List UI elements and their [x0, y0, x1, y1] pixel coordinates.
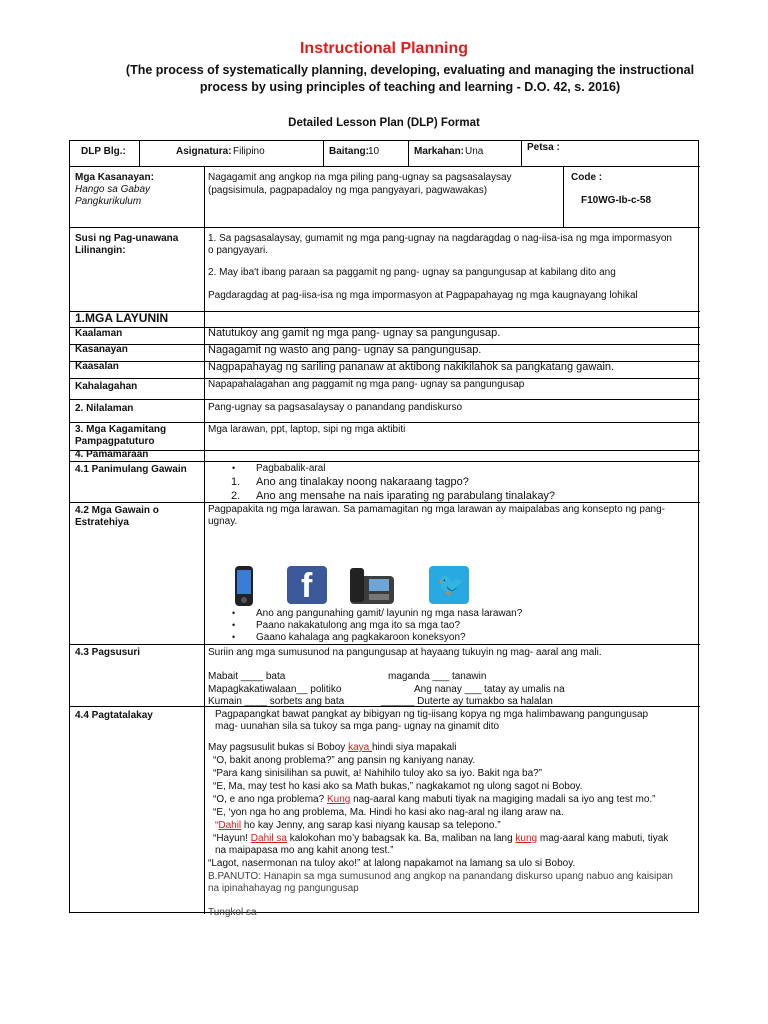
col-divider	[521, 141, 522, 166]
col-divider	[139, 141, 140, 166]
bullet: •	[232, 632, 236, 642]
panuto-line-2: na ipinahahayag ng pangungusap	[208, 883, 359, 894]
story-line-9: na maipapasa mo ang kahit anong test.”	[215, 845, 394, 856]
pagsusuri-item-2b: Ang nanay ___ tatay ay umalis na	[414, 684, 565, 695]
kasanayan-label: Mga Kasanayan:	[75, 172, 154, 183]
bullet: •	[232, 608, 236, 618]
story-line-3: “Para kang sinisilihan sa puwit, a! Nahihilo tuloy ako sa iyo. Bakit nga ba?”	[213, 768, 543, 779]
gawain-question-1: Ano ang pangunahing gamit/ layunin ng mga nasa larawan?	[256, 608, 523, 619]
row-divider	[70, 502, 700, 503]
story-text: “Hayun!	[213, 833, 251, 844]
kasanayan-row-text: Nagagamit ng wasto ang pang- ugnay sa pangungusap.	[208, 344, 482, 356]
col-divider	[408, 141, 409, 166]
kaasalan-text: Nagpapahayag ng sariling pananaw at aktibong nakikilahok sa pangkatang gawain.	[208, 361, 615, 373]
story-text: mag-aaral kang mabuti, tiyak	[537, 833, 669, 844]
story-text: “O, e ano nga problema?	[213, 794, 327, 805]
susi-point-1b: o pangyayari.	[208, 245, 269, 256]
pagsusuri-item-1b: maganda ___ tanawin	[388, 671, 487, 682]
dlp-number-label: DLP Blg.:	[81, 146, 126, 157]
gawain-text-2: ugnay.	[208, 516, 238, 527]
document-title: Instructional Planning	[299, 40, 468, 57]
kasanayan-text-1: Nagagamit ang angkop na mga piling pang-ugnay sa pagsasalaysay	[208, 172, 512, 183]
bullet: •	[232, 463, 236, 473]
row-divider	[70, 450, 700, 451]
panimulang-question-2: Ano ang mensahe na nais iparating ng parabulang tinalakay?	[256, 490, 556, 502]
story-line-2: “O, bakit anong problema?” ang pansin ng kaniyang nanay.	[213, 755, 476, 766]
kagamitan-label-2: Pampagpatuturo	[75, 436, 155, 447]
gawain-question-2: Paano nakakatulong ang mga ito sa mga tao?	[256, 620, 461, 631]
story-quote: “	[215, 820, 219, 831]
susi-label-1: Susi ng Pag-unawana	[75, 233, 179, 244]
story-line-4: “E, Ma, may test ho kasi ako sa Math bukas,” nagkakamot ng ulong sagot ni Boboy.	[213, 781, 583, 792]
story-text: kalokohan mo’y babagsak ka. Ba, maliban na lang	[286, 833, 516, 844]
subtitle-line-2: process by using principles of teaching and learning - D.O. 42, s. 2016)	[199, 80, 621, 94]
row-divider	[70, 461, 700, 462]
kagamitan-label-1: 3. Mga Kagamitang	[75, 424, 167, 435]
question-number-2: 2.	[231, 490, 241, 502]
panuto-line-1: B.PANUTO: Hanapin sa mga sumusunod ang angkop na panandang diskurso upang nabuo ang kaisipan	[208, 871, 673, 882]
story-text: nag-aaral kang mabuti tiyak na magiging madali sa iyo ang test mo.”	[350, 794, 656, 805]
connector-kaya: kaya	[348, 742, 372, 753]
pamamaraan-label: 4. Pamamaraan	[75, 449, 149, 460]
asignatura-value: Filipino	[233, 146, 265, 157]
gawain-question-3: Gaano kahalaga ang pagkakaroon koneksyon?	[256, 632, 466, 643]
kaasalan-label: Kaasalan	[75, 361, 119, 372]
pagsusuri-item-3b: ______ Duterte ay tumakbo sa halalan	[381, 696, 553, 707]
facebook-logo-icon: f	[301, 567, 313, 605]
connector-dahil-sa: Dahil sa	[250, 833, 287, 844]
petsa-label: Petsa :	[527, 142, 560, 153]
twitter-image	[429, 566, 469, 604]
document-subtitle	[110, 62, 710, 96]
layunin-heading: 1.MGA LAYUNIN	[75, 311, 169, 325]
twitter-bird-icon: 🐦	[437, 572, 465, 597]
panimulang-label: 4.1 Panimulang Gawain	[75, 464, 187, 475]
gawain-label-1: 4.2 Mga Gawain o	[75, 505, 159, 516]
kaalaman-label: Kaalaman	[75, 328, 123, 339]
pagsusuri-item-2a: Mapagkakatiwalaan__ politiko	[208, 684, 342, 695]
susi-point-1a: 1. Sa pagsasalaysay, gumamit ng mga pang-ugnay na nagdaragdag o nag-iisa-isa ng mga impormasyon	[208, 233, 672, 244]
bullet: •	[232, 620, 236, 630]
susi-point-2: 2. May iba't ibang paraan sa paggamit ng pang- ugnay sa pangungusap at kabilang dito ang	[208, 267, 616, 278]
nilalaman-label: 2. Nilalaman	[75, 403, 134, 414]
pagsusuri-instruction: Suriin ang mga sumusunod na pangungusap at hayaang tukuyin ng mag- aaral ang mali.	[208, 647, 602, 658]
pagbabalik-aral: Pagbabalik-aral	[256, 463, 326, 474]
connector-kung-2: kung	[515, 833, 538, 844]
story-text: May pagsusulit bukas si Boboy	[208, 742, 349, 753]
kasanayan-sublabel-1: Hango sa Gabay	[75, 184, 151, 195]
gawain-text-1: Pagpapakita ng mga larawan. Sa pamamagitan ng mga larawan ay maipalabas ang konsepto ng pang-	[208, 504, 665, 515]
subtitle-line-1: (The process of systematically planning, developing, evaluating and managing the instructional	[125, 63, 695, 77]
mobile-phone-image	[229, 565, 261, 603]
pagtatalakay-intro-1: Pagpapangkat bawat pangkat ay bibigyan ng tig-iisang kopya ng mga halimbawang pangungusap	[215, 709, 649, 720]
office-telephone-image	[347, 564, 397, 606]
story-line-10: “Lagot, nasermonan na tuloy ako!” at lalong napakamot na lamang sa ulo si Boboy.	[208, 858, 576, 869]
story-text: hindi siya mapakali	[371, 742, 457, 753]
pagtatalakay-intro-2: mag- uunahan sila sa tukoy sa mga pang- ugnay na ginamit dito	[215, 721, 500, 732]
kaalaman-text: Natutukoy ang gamit ng mga pang- ugnay sa pangungusap.	[208, 327, 501, 339]
pagsusuri-item-3a: Kumain ____ sorbets ang bata	[208, 696, 345, 707]
story-line-7	[215, 820, 501, 832]
baitang-label: Baitang:	[329, 146, 369, 157]
story-line-6: “E, ‘yon nga ho ang problema, Ma. Hindi ho kasi ako nag-aral ng ilang araw na.	[213, 807, 564, 818]
kahalagahan-text: Napapahalagahan ang paggamit ng mga pang- ugnay sa pangungusap	[208, 379, 525, 390]
kasanayan-row-label: Kasanayan	[75, 344, 128, 355]
row-divider	[70, 166, 700, 167]
markahan-value: Una	[465, 146, 484, 157]
susi-point-3: Pagdaragdag at pag-iisa-isa ng mga impormasyon at Pagpapahayag ng mga kaugnayang lohikal	[208, 290, 638, 301]
code-label: Code :	[571, 172, 603, 183]
facebook-image	[287, 566, 327, 604]
panimulang-question-1: Ano ang tinalakay noong nakaraang tagpo?	[256, 476, 469, 488]
question-number-1: 1.	[231, 476, 241, 488]
story-text: ho kay Jenny, ang sarap kasi niyang kausap sa telepono.”	[241, 820, 501, 831]
format-heading: Detailed Lesson Plan (DLP) Format	[288, 117, 480, 129]
pagtatalakay-label: 4.4 Pagtatalakay	[75, 710, 153, 721]
markahan-label: Markahan:	[414, 146, 465, 157]
code-value: F10WG-Ib-c-58	[581, 195, 652, 206]
row-divider	[70, 644, 700, 645]
tungkol-sa: Tungkol sa	[208, 907, 257, 918]
row-divider	[70, 422, 700, 423]
col-divider	[204, 166, 205, 914]
asignatura-label: Asignatura:	[176, 146, 232, 157]
connector-kung: Kung	[326, 794, 351, 805]
col-divider	[323, 141, 324, 166]
susi-label-2: Lilinangin:	[75, 245, 126, 256]
connector-dahil: Dahil	[218, 820, 242, 831]
gawain-label-2: Estratehiya	[75, 517, 129, 528]
story-line-1	[208, 742, 456, 754]
nilalaman-text: Pang-ugnay sa pagsasalaysay o panandang pandiskurso	[208, 402, 463, 413]
baitang-value: 10	[368, 146, 380, 157]
kagamitan-text: Mga larawan, ppt, laptop, sipi ng mga aktibiti	[208, 424, 406, 435]
story-line-5	[213, 794, 656, 806]
row-divider	[70, 227, 700, 228]
kasanayan-sublabel-2: Pangkurikulum	[75, 196, 142, 207]
row-divider	[70, 399, 700, 400]
story-line-8	[213, 833, 668, 845]
kasanayan-text-2: (pagsisimula, pagpapadaloy ng mga pangyayari, pagwawakas)	[208, 185, 488, 196]
pagsusuri-item-1a: Mabait ____ bata	[208, 671, 286, 682]
col-divider	[563, 166, 564, 227]
kahalagahan-label: Kahalagahan	[75, 381, 138, 392]
pagsusuri-label: 4.3 Pagsusuri	[75, 647, 141, 658]
